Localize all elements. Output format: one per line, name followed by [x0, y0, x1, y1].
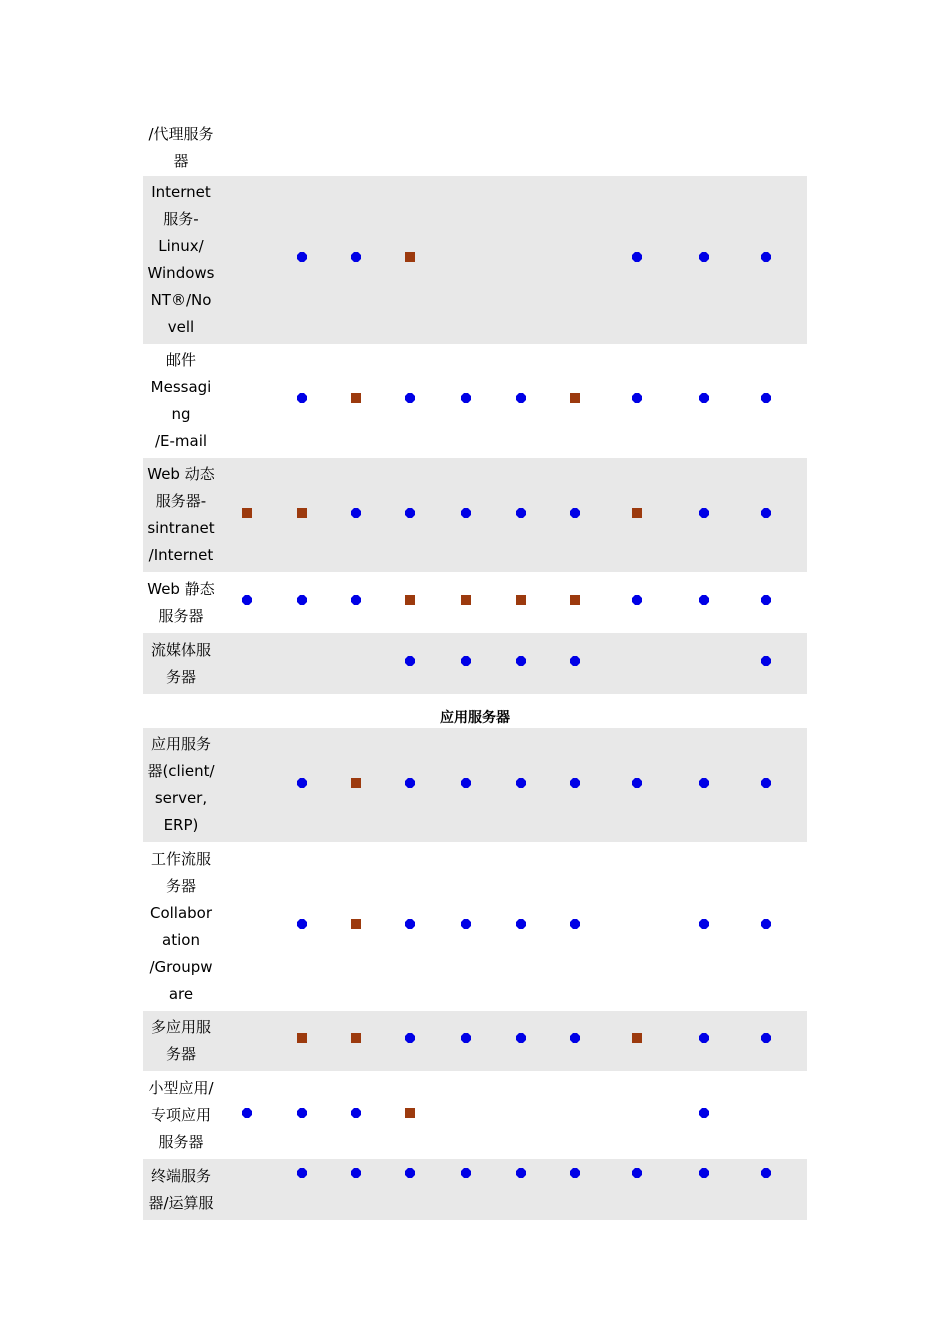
- blue-dot-icon: [761, 393, 771, 403]
- blue-dot-icon: [761, 595, 771, 605]
- brown-square-icon: [461, 595, 471, 605]
- row-label: Web 动态 服务器- sintranet /Internet: [147, 465, 215, 564]
- blue-dot-icon: [461, 508, 471, 518]
- blue-dot-icon: [570, 919, 580, 929]
- blue-dot-icon: [405, 1168, 415, 1178]
- blue-dot-icon: [699, 1168, 709, 1178]
- blue-dot-icon: [761, 778, 771, 788]
- table-row: [143, 633, 807, 694]
- blue-dot-icon: [351, 252, 361, 262]
- brown-square-icon: [405, 252, 415, 262]
- blue-dot-icon: [699, 595, 709, 605]
- blue-dot-icon: [699, 1108, 709, 1118]
- row-label: 邮件 Messagi ng /E-mail: [150, 351, 212, 450]
- row-label: 工作流服 务器 Collabor ation /Groupw are: [149, 849, 213, 1003]
- blue-dot-icon: [297, 393, 307, 403]
- row-label: /代理服务 器: [148, 125, 214, 170]
- brown-square-icon: [242, 508, 252, 518]
- brown-square-icon: [351, 1033, 361, 1043]
- blue-dot-icon: [461, 919, 471, 929]
- blue-dot-icon: [461, 1033, 471, 1043]
- brown-square-icon: [570, 595, 580, 605]
- blue-dot-icon: [461, 1168, 471, 1178]
- blue-dot-icon: [405, 656, 415, 666]
- row-label: 多应用服 务器: [150, 1018, 211, 1063]
- table-row: [143, 1071, 807, 1159]
- blue-dot-icon: [761, 919, 771, 929]
- blue-dot-icon: [461, 656, 471, 666]
- blue-dot-icon: [632, 252, 642, 262]
- blue-dot-icon: [516, 508, 526, 518]
- blue-dot-icon: [632, 595, 642, 605]
- blue-dot-icon: [242, 595, 252, 605]
- blue-dot-icon: [297, 778, 307, 788]
- table-row: [143, 842, 807, 1011]
- table-row: [143, 120, 807, 176]
- brown-square-icon: [351, 778, 361, 788]
- blue-dot-icon: [516, 778, 526, 788]
- row-label: 终端服务 器/运算服: [148, 1166, 214, 1212]
- blue-dot-icon: [516, 1168, 526, 1178]
- brown-square-icon: [570, 393, 580, 403]
- blue-dot-icon: [405, 508, 415, 518]
- blue-dot-icon: [351, 595, 361, 605]
- blue-dot-icon: [516, 393, 526, 403]
- blue-dot-icon: [699, 778, 709, 788]
- blue-dot-icon: [297, 1168, 307, 1178]
- table-row: [143, 458, 807, 572]
- blue-dot-icon: [632, 393, 642, 403]
- row-label: Web 静态 服务器: [147, 579, 215, 625]
- brown-square-icon: [405, 1108, 415, 1118]
- blue-dot-icon: [570, 778, 580, 788]
- blue-dot-icon: [570, 508, 580, 518]
- blue-dot-icon: [516, 1033, 526, 1043]
- blue-dot-icon: [516, 656, 526, 666]
- blue-dot-icon: [351, 508, 361, 518]
- blue-dot-icon: [570, 1033, 580, 1043]
- blue-dot-icon: [632, 1168, 642, 1178]
- blue-dot-icon: [351, 1108, 361, 1118]
- blue-dot-icon: [461, 778, 471, 788]
- brown-square-icon: [297, 508, 307, 518]
- blue-dot-icon: [405, 393, 415, 403]
- table-row: [143, 1011, 807, 1071]
- brown-square-icon: [297, 1033, 307, 1043]
- blue-dot-icon: [699, 1033, 709, 1043]
- blue-dot-icon: [405, 1033, 415, 1043]
- row-label: 小型应用/ 专项应用 服务器: [148, 1078, 214, 1151]
- blue-dot-icon: [761, 508, 771, 518]
- blue-dot-icon: [351, 1168, 361, 1178]
- table-row: [143, 1159, 807, 1220]
- blue-dot-icon: [516, 919, 526, 929]
- blue-dot-icon: [297, 595, 307, 605]
- blue-dot-icon: [297, 919, 307, 929]
- blue-dot-icon: [632, 778, 642, 788]
- brown-square-icon: [632, 1033, 642, 1043]
- row-label: 应用服务 器(client/ server, ERP): [147, 735, 215, 834]
- blue-dot-icon: [761, 1033, 771, 1043]
- blue-dot-icon: [761, 656, 771, 666]
- table-row: [143, 176, 807, 344]
- blue-dot-icon: [405, 919, 415, 929]
- brown-square-icon: [516, 595, 526, 605]
- row-label: 流媒体服 务器: [150, 640, 211, 686]
- brown-square-icon: [351, 919, 361, 929]
- blue-dot-icon: [461, 393, 471, 403]
- blue-dot-icon: [297, 252, 307, 262]
- table-row: [143, 572, 807, 633]
- blue-dot-icon: [699, 919, 709, 929]
- blue-dot-icon: [242, 1108, 252, 1118]
- blue-dot-icon: [699, 252, 709, 262]
- section-heading: 应用服务器: [440, 710, 510, 726]
- blue-dot-icon: [297, 1108, 307, 1118]
- table-row: [143, 344, 807, 458]
- blue-dot-icon: [570, 656, 580, 666]
- blue-dot-icon: [570, 1168, 580, 1178]
- table-row: [143, 728, 807, 842]
- blue-dot-icon: [699, 508, 709, 518]
- row-label: Internet 服务- Linux/ Windows NT®/No vell: [147, 183, 215, 336]
- brown-square-icon: [405, 595, 415, 605]
- blue-dot-icon: [699, 393, 709, 403]
- brown-square-icon: [632, 508, 642, 518]
- blue-dot-icon: [761, 252, 771, 262]
- brown-square-icon: [351, 393, 361, 403]
- blue-dot-icon: [761, 1168, 771, 1178]
- blue-dot-icon: [405, 778, 415, 788]
